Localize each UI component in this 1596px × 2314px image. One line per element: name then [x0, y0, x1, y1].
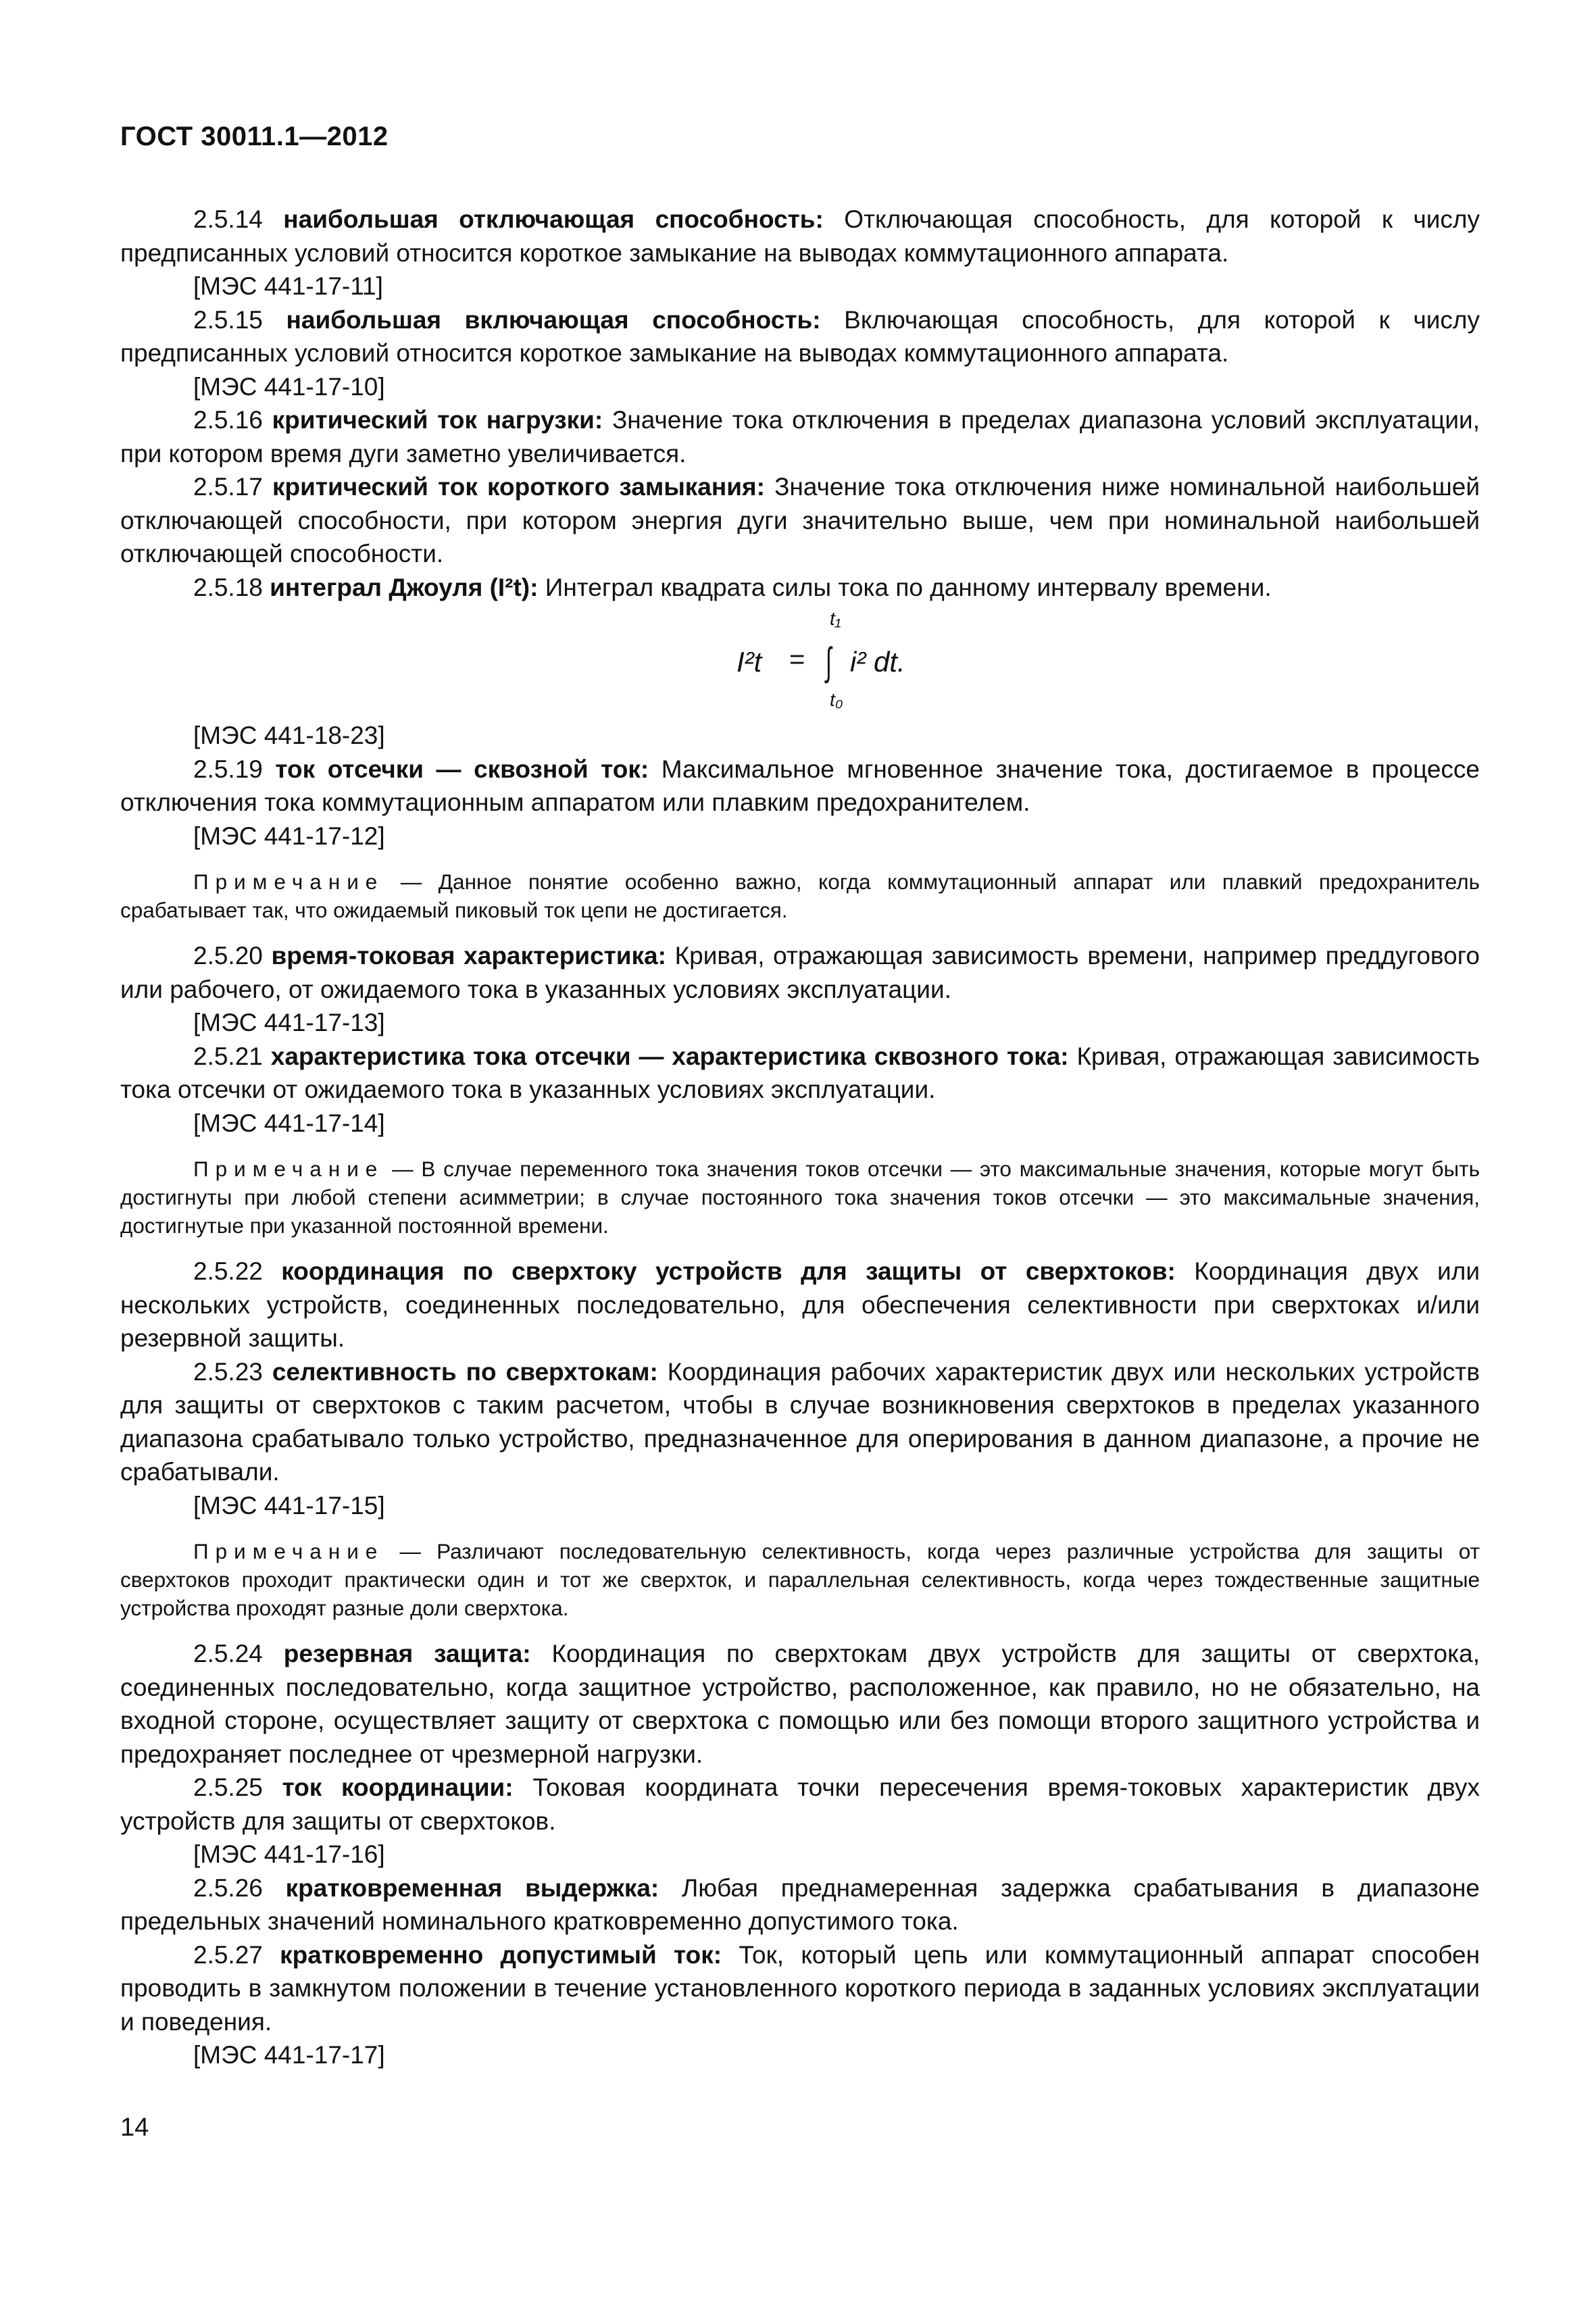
clause-number: 2.5.20 — [193, 942, 272, 970]
term-name: критический ток короткого замыкания: — [272, 473, 765, 501]
term-name: координация по сверхтоку устройств для защиты от сверхтоков: — [281, 1257, 1176, 1285]
term-name: характеристика тока отсечки — характеристика сквозного тока: — [270, 1042, 1069, 1070]
term-name: интеграл Джоуля (I²t): — [270, 573, 539, 601]
source-reference: [МЭС 441-17-12] — [193, 822, 385, 850]
clause-number: 2.5.15 — [193, 305, 286, 334]
formula-integrand: i² dt. — [850, 646, 905, 678]
term-definition: Значение тока отключения в пределах диапазона условий эксплуатации, при котором время дуги заметно увеличивается. — [120, 406, 1480, 468]
term-name: время-токовая характеристика: — [271, 942, 666, 970]
term-name: кратковременная выдержка: — [285, 1873, 659, 1902]
definition-paragraph — [120, 470, 1480, 571]
term-name: наибольшая отключающая способность: — [283, 205, 824, 233]
term-name: ток отсечки — сквозной ток: — [275, 755, 649, 783]
definition-paragraph — [120, 1637, 1480, 1771]
term-name: наибольшая включающая способность: — [286, 305, 821, 334]
clause-number: 2.5.14 — [193, 205, 284, 233]
term-name: критический ток нагрузки: — [272, 406, 603, 434]
formula-upper-limit: t₁ — [830, 608, 841, 629]
definition-paragraph — [120, 303, 1480, 370]
joule-integral-formula — [120, 604, 1480, 719]
clause-number: 2.5.26 — [193, 1873, 286, 1902]
term-definition: Координация рабочих характеристик двух или нескольких устройств для защиты от сверхтоков с таким расчетом, чтобы в случае возникновения сверхтоков в пределах указанного диапазона срабатывало только устройство, предназначенное для оперирования в данном диапазоне, а прочие не срабатывали. — [120, 1357, 1480, 1486]
clause-number: 2.5.22 — [193, 1257, 282, 1285]
term-name: селективность по сверхтокам: — [272, 1357, 658, 1386]
term-definition: Любая преднамеренная задержка срабатывания в диапазоне предельных значений номинального кратковременно допустимого тока. — [120, 1873, 1480, 1935]
clause-number: 2.5.18 — [193, 573, 270, 601]
term-name: резервная защита: — [283, 1640, 531, 1667]
source-reference: [МЭС 441-17-15] — [193, 1491, 385, 1519]
note-label: Примечание — [193, 1157, 384, 1181]
source-reference: [МЭС 441-17-16] — [193, 1840, 385, 1868]
note-paragraph — [120, 1537, 1480, 1622]
note-paragraph — [120, 867, 1480, 924]
clause-number: 2.5.17 — [193, 473, 273, 501]
definition-paragraph — [120, 1938, 1480, 2039]
term-definition: Отключающая способность, для которой к числу предписанных условий относится короткое замыкание на выводах коммутационного аппарата. — [120, 205, 1480, 267]
note-label: Примечание — [193, 1539, 384, 1563]
clause-number: 2.5.23 — [193, 1357, 272, 1386]
definition-paragraph — [120, 203, 1480, 270]
note-label: Примечание — [193, 870, 384, 894]
term-definition: Координация двух или нескольких устройств, соединенных последовательно, для обеспечения селективности при сверхтоках и/или резервной защиты. — [120, 1257, 1480, 1352]
source-reference: [МЭС 441-18-23] — [193, 722, 385, 749]
term-definition: Кривая, отражающая зависимость времени, например преддугового или рабочего, от ожидаемого тока в указанных условиях эксплуатации. — [120, 942, 1480, 1003]
page-number: 14 — [120, 2113, 149, 2142]
clause-number: 2.5.25 — [193, 1774, 282, 1801]
term-name: кратковременно допустимый ток: — [280, 1940, 722, 1969]
term-definition: Максимальное мгновенное значение тока, достигаемое в процессе отключения тока коммутационным аппаратом или плавким предохранителем. — [120, 755, 1480, 816]
clause-number: 2.5.21 — [193, 1042, 271, 1070]
definition-paragraph — [120, 1040, 1480, 1107]
term-definition: Кривая, отражающая зависимость тока отсечки от ожидаемого тока в указанных условиях эксплуатации. — [120, 1042, 1480, 1103]
definition-paragraph — [120, 1871, 1480, 1938]
definition-paragraph — [120, 571, 1480, 605]
definition-paragraph — [120, 1771, 1480, 1838]
clause-number: 2.5.27 — [193, 1940, 280, 1969]
source-reference: [МЭС 441-17-17] — [193, 2041, 385, 2069]
term-definition: Значение тока отключения ниже номинальной наибольшей отключающей способности, при котором энергия дуги значительно выше, чем при номинальной наибольшей отключающей способности. — [120, 473, 1480, 568]
formula-lhs: I²t — [737, 646, 762, 678]
term-name: ток координации: — [282, 1774, 514, 1801]
integral-sign-icon: ∫ — [826, 640, 832, 684]
term-definition: Интеграл квадрата силы тока по данному интервалу времени. — [538, 573, 1272, 601]
document-body — [120, 203, 1480, 2072]
source-reference: [МЭС 441-17-10] — [193, 372, 385, 401]
term-definition: Координация по сверхтокам двух устройств для защиты от сверхтока, соединенных последовательно, когда защитное устройство, расположенное, как правило, но не обязательно, на входной стороне, осуществляет защиту от сверхтока с помощью или без помощи второго защитного устройства и предохраняет последнее от чрезмерной нагрузки. — [120, 1640, 1480, 1768]
formula-equals: = — [789, 645, 805, 674]
source-reference: [МЭС 441-17-14] — [193, 1109, 385, 1137]
term-definition: Включающая способность, для которой к числу предписанных условий относится короткое замыкание на выводах коммутационного аппарата. — [120, 305, 1480, 367]
source-reference: [МЭС 441-17-11] — [193, 272, 383, 300]
definition-paragraph — [120, 1255, 1480, 1355]
term-definition: Токовая координата точки пересечения время-токовых характеристик двух устройств для защиты от сверхтоков. — [120, 1774, 1480, 1835]
document-header: ГОСТ 30011.1—2012 — [120, 122, 389, 151]
definition-paragraph — [120, 403, 1480, 470]
clause-number: 2.5.24 — [193, 1640, 284, 1667]
note-paragraph — [120, 1155, 1480, 1240]
definition-paragraph — [120, 939, 1480, 1006]
term-definition: Ток, который цепь или коммутационный аппарат способен проводить в замкнутом положении в течение установленного короткого периода в заданных условиях эксплуатации и поведения. — [120, 1940, 1480, 2036]
formula-lower-limit: t₀ — [830, 689, 843, 710]
clause-number: 2.5.16 — [193, 406, 272, 434]
clause-number: 2.5.19 — [193, 755, 276, 783]
note-text: — Данное понятие особенно важно, когда коммутационный аппарат или плавкий предохранитель срабатывает так, что ожидаемый пиковый ток цепи не достигается. — [120, 870, 1480, 922]
source-reference: [МЭС 441-17-13] — [193, 1009, 385, 1036]
note-text: — В случае переменного тока значения токов отсечки — это максимальные значения, которые могут быть достигнуты при любой степени асимметрии; в случае постоянного тока значения токов отсечки — это максимальные значения, достигнутые при указанной постоянной времени. — [120, 1157, 1480, 1238]
definition-paragraph — [120, 753, 1480, 820]
note-text: — Различают последовательную селективность, когда через различные устройства для защиты от сверхтоков проходит практически один и тот же сверхток, и параллельная селективность, когда через тождественные защитные устройства проходят разные доли сверхтока. — [120, 1539, 1480, 1620]
definition-paragraph — [120, 1355, 1480, 1489]
